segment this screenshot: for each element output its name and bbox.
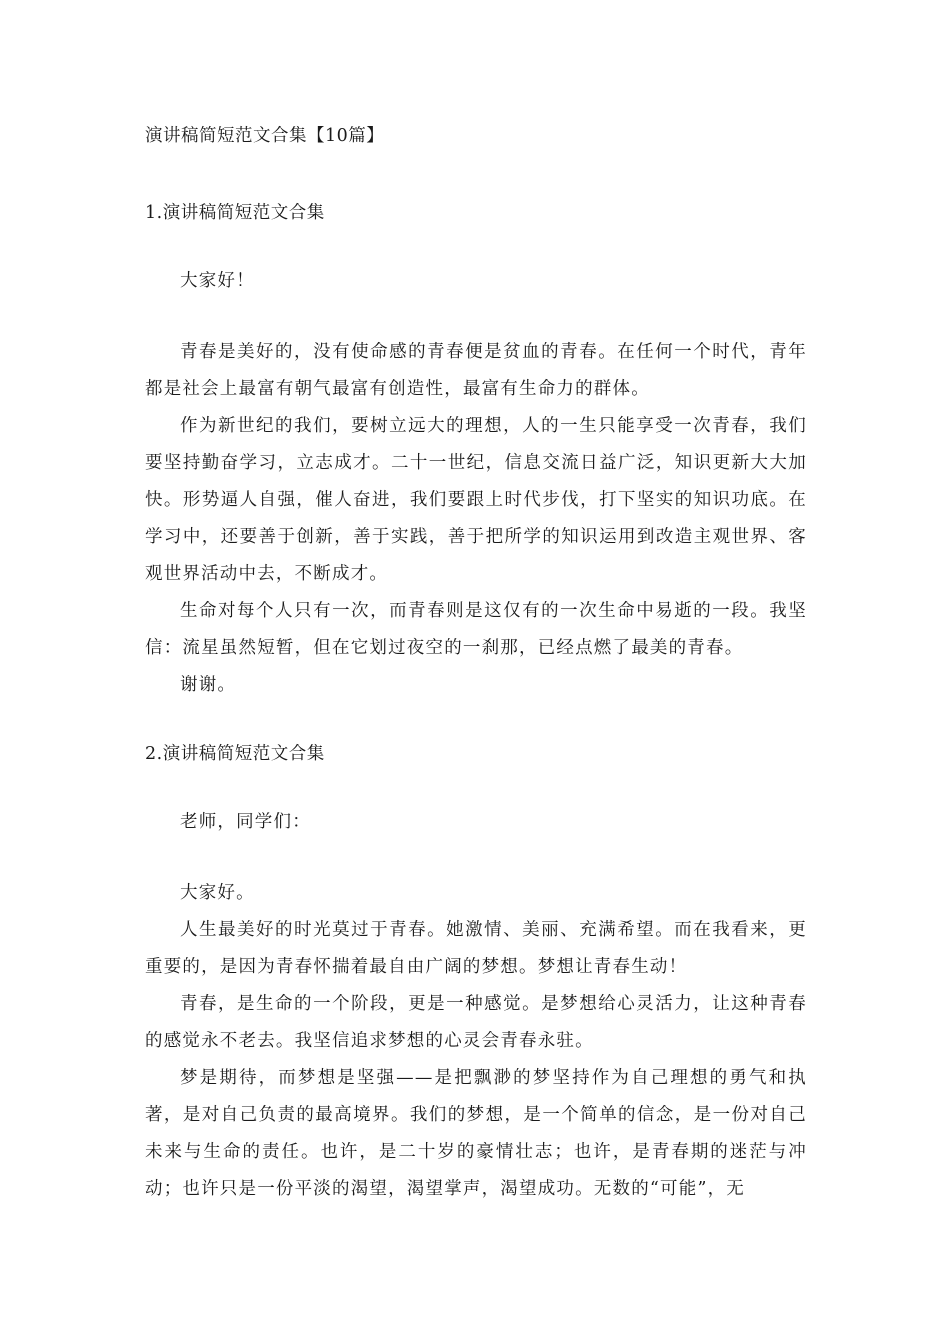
- document-title: 演讲稿简短范文合集【10篇】: [145, 126, 385, 146]
- section-1: [145, 195, 807, 704]
- paragraph: 青春是美好的，没有使命感的青春便是贫血的青春。在任何一个时代，青年都是社会上最富有朝气最富有创造性，最富有生命力的群体。: [145, 342, 807, 399]
- paragraph: 大家好。: [180, 883, 255, 903]
- section-heading: 2.演讲稿简短范文合集: [145, 744, 325, 764]
- paragraph: 人生最美好的时光莫过于青春。她激情、美丽、充满希望。而在我看来，更重要的，是因为青春怀揣着最自由广阔的梦想。梦想让青春生动！: [145, 920, 807, 977]
- section-2: [145, 736, 807, 1208]
- paragraph: 生命对每个人只有一次，而青春则是这仅有的一次生命中易逝的一段。我坚信：流星虽然短暂，但在它划过夜空的一刹那，已经点燃了最美的青春。: [145, 601, 807, 658]
- paragraph: 梦是期待，而梦想是坚强——是把飘渺的梦坚持作为自己理想的勇气和执著，是对自己负责的最高境界。我们的梦想，是一个简单的信念，是一份对自己未来与生命的责任。也许，是二十岁的豪情壮志；也许，是青春期的迷茫与冲动；也许只是一份平淡的渴望，渴望掌声，渴望成功。无数的“可能”，无: [145, 1068, 807, 1199]
- document-body: [145, 118, 807, 1208]
- paragraph: 谢谢。: [180, 675, 237, 695]
- paragraph: 作为新世纪的我们，要树立远大的理想，人的一生只能享受一次青春，我们要坚持勤奋学习，立志成才。二十一世纪，信息交流日益广泛，知识更新大大加快。形势逼人自强，催人奋进，我们要跟上时代步伐，打下坚实的知识功底。在学习中，还要善于创新，善于实践，善于把所学的知识运用到改造主观世界、客观世界活动中去，不断成才。: [145, 416, 807, 584]
- paragraph: 青春，是生命的一个阶段，更是一种感觉。是梦想给心灵活力，让这种青春的感觉永不老去。我坚信追求梦想的心灵会青春永驻。: [145, 994, 807, 1051]
- paragraph: 大家好！: [180, 271, 255, 291]
- paragraph: 老师，同学们：: [180, 812, 311, 832]
- section-heading: 1.演讲稿简短范文合集: [145, 203, 325, 223]
